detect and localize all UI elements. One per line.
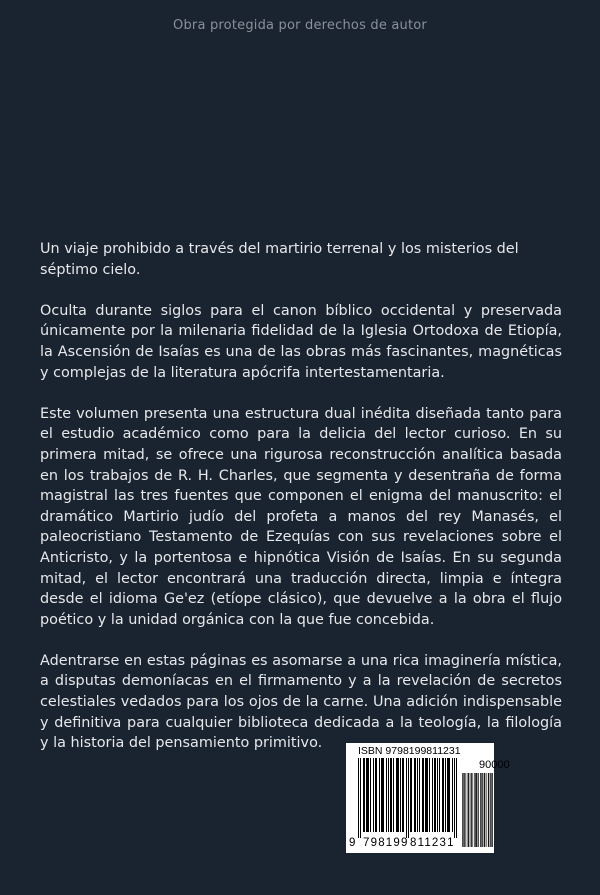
barcode-bar <box>425 758 426 832</box>
isbn-label: ISBN 9798199811231 <box>358 745 461 757</box>
barcode-bar <box>434 758 435 832</box>
barcode-addon-bar <box>468 773 469 847</box>
barcode-addon-bar <box>490 773 491 847</box>
barcode-bar <box>403 758 404 832</box>
barcode-addon-bar <box>462 773 463 847</box>
barcode-bar <box>390 758 391 832</box>
barcode-addon-bar <box>463 773 464 847</box>
barcode-addon-bar <box>486 773 487 847</box>
barcode-digits-group-2: 811231 <box>410 837 455 849</box>
barcode-bar <box>410 758 411 832</box>
barcode-bar <box>406 758 407 838</box>
barcode-bar <box>449 758 450 832</box>
barcode-bar <box>383 758 384 832</box>
barcode-bar <box>358 758 359 838</box>
barcode-addon-bar <box>475 773 476 847</box>
barcode-bar <box>448 758 449 832</box>
barcode-bar <box>368 758 369 832</box>
barcode-bar <box>411 758 412 832</box>
copyright-watermark-top: Obra protegida por derechos de autor <box>173 18 427 33</box>
barcode-bar <box>386 758 387 832</box>
blurb-paragraph-3: Adentrarse en estas páginas es asomarse a una rica imaginería mística, a disputas demoníacas en el firmamento y a la revelación de secretos celestiales vedados para los ojos de la carne. Una adición indispensable y definitiva para cualquier biblioteca dedicada a la teología, la filología y la historia del pensamiento primitivo. <box>40 652 562 752</box>
barcode-bar <box>454 758 455 838</box>
price-code: 90000 <box>479 759 510 771</box>
barcode-addon-bar <box>472 773 473 847</box>
barcode-bar <box>417 758 418 832</box>
barcode-addon-bar <box>488 773 489 847</box>
barcode-bar <box>427 758 428 832</box>
barcode-bar <box>370 758 371 832</box>
barcode-bar <box>432 758 433 832</box>
isbn-barcode <box>346 743 510 853</box>
barcode-bar <box>402 758 403 832</box>
barcode-bar <box>423 758 424 832</box>
barcode-bar <box>388 758 389 832</box>
barcode-addon-bar <box>489 773 490 847</box>
barcode-bar <box>445 758 446 832</box>
barcode-bar <box>435 758 436 832</box>
barcode-addon-bar <box>484 773 485 847</box>
barcode-addon-bar <box>464 773 465 847</box>
barcode-bar <box>396 758 397 832</box>
barcode-addon-bar <box>476 773 477 847</box>
barcode-bar <box>381 758 382 832</box>
barcode-addon-bar <box>471 773 472 847</box>
barcode-digits-group-1: 798199 <box>363 837 409 849</box>
barcode-bar <box>376 758 377 832</box>
barcode-addon-bar <box>482 773 483 847</box>
barcode-addon-bar <box>481 773 482 847</box>
barcode-bar <box>398 758 399 832</box>
barcode-bar <box>364 758 365 832</box>
barcode-bar <box>363 758 364 832</box>
barcode-addon-bar <box>484 773 485 847</box>
barcode-bar <box>443 758 444 832</box>
barcode-bar <box>452 758 453 832</box>
barcode-addon-bar <box>477 773 478 847</box>
barcode-addon-bar <box>491 773 492 847</box>
barcode-bar <box>437 758 438 832</box>
barcode-bar <box>439 758 440 832</box>
tagline: Un viaje prohibido a través del martirio terrenal y los misterios del séptimo cielo. <box>40 241 519 278</box>
barcode-bar <box>382 758 383 832</box>
barcode-bar <box>426 758 427 832</box>
barcode-addon-bar <box>474 773 475 847</box>
barcode-bar <box>447 758 448 832</box>
blurb-paragraph-1: Oculta durante siglos para el canon bíblico occidental y preservada únicamente por la milenaria fidelidad de la Iglesia Ortodoxa de Etiopía, la Ascensión de Isaías es una de las obras más fascinantes, magnéticas y complejas de la literatura apócrifa intertestamentaria. <box>40 302 562 381</box>
barcode-digit-lead: 9 <box>349 837 356 849</box>
barcode-bar <box>414 758 415 832</box>
barcode-bar <box>367 758 368 832</box>
barcode-bar <box>415 758 416 832</box>
barcode-bar <box>397 758 398 832</box>
barcode-addon-bar <box>492 773 493 847</box>
barcode-bar <box>442 758 443 832</box>
barcode-addon-bar <box>478 773 479 847</box>
barcode-bar <box>393 758 394 832</box>
barcode-bar <box>373 758 374 832</box>
barcode-bar <box>379 758 380 832</box>
barcode-addon-bar <box>468 773 469 847</box>
barcode-bar <box>366 758 367 832</box>
barcode-bar <box>400 758 401 832</box>
barcode-addon-bar <box>480 773 481 847</box>
barcode-bar <box>360 758 361 838</box>
barcode-addon-bar <box>470 773 471 847</box>
barcode-bar <box>422 758 423 832</box>
barcode-addon-bar <box>466 773 467 847</box>
barcode-bar <box>456 758 457 838</box>
barcode-bar <box>419 758 420 832</box>
back-cover-blurb <box>40 239 562 774</box>
barcode-bar <box>429 758 430 832</box>
barcode-bar <box>391 758 392 832</box>
barcode-bar <box>408 758 409 838</box>
blurb-paragraph-2: Este volumen presenta una estructura dual inédita diseñada tanto para el estudio académico como para la delicia del lector curioso. En su primera mitad, se ofrece una rigurosa reconstrucción analítica basada en los trabajos de R. H. Charles, que segmenta y desentraña de forma magistral las tres fuentes que componen el enigma del manuscrito: el dramático Martirio judío del profeta a manos del rey Manasés, el paleocristiano Testamento de Ezequías con sus revelaciones sobre el Anticristo, y la portentosa e hipnótica Visión de Isaías. En su segunda mitad, el lector encontrará una traducción directa, limpia e íntegra desde el idioma Ge'ez (etíope clásico), que devuelve a la obra el flujo poético y la unidad orgánica con la que fue concebida. <box>40 405 562 628</box>
barcode-bar <box>375 758 376 832</box>
